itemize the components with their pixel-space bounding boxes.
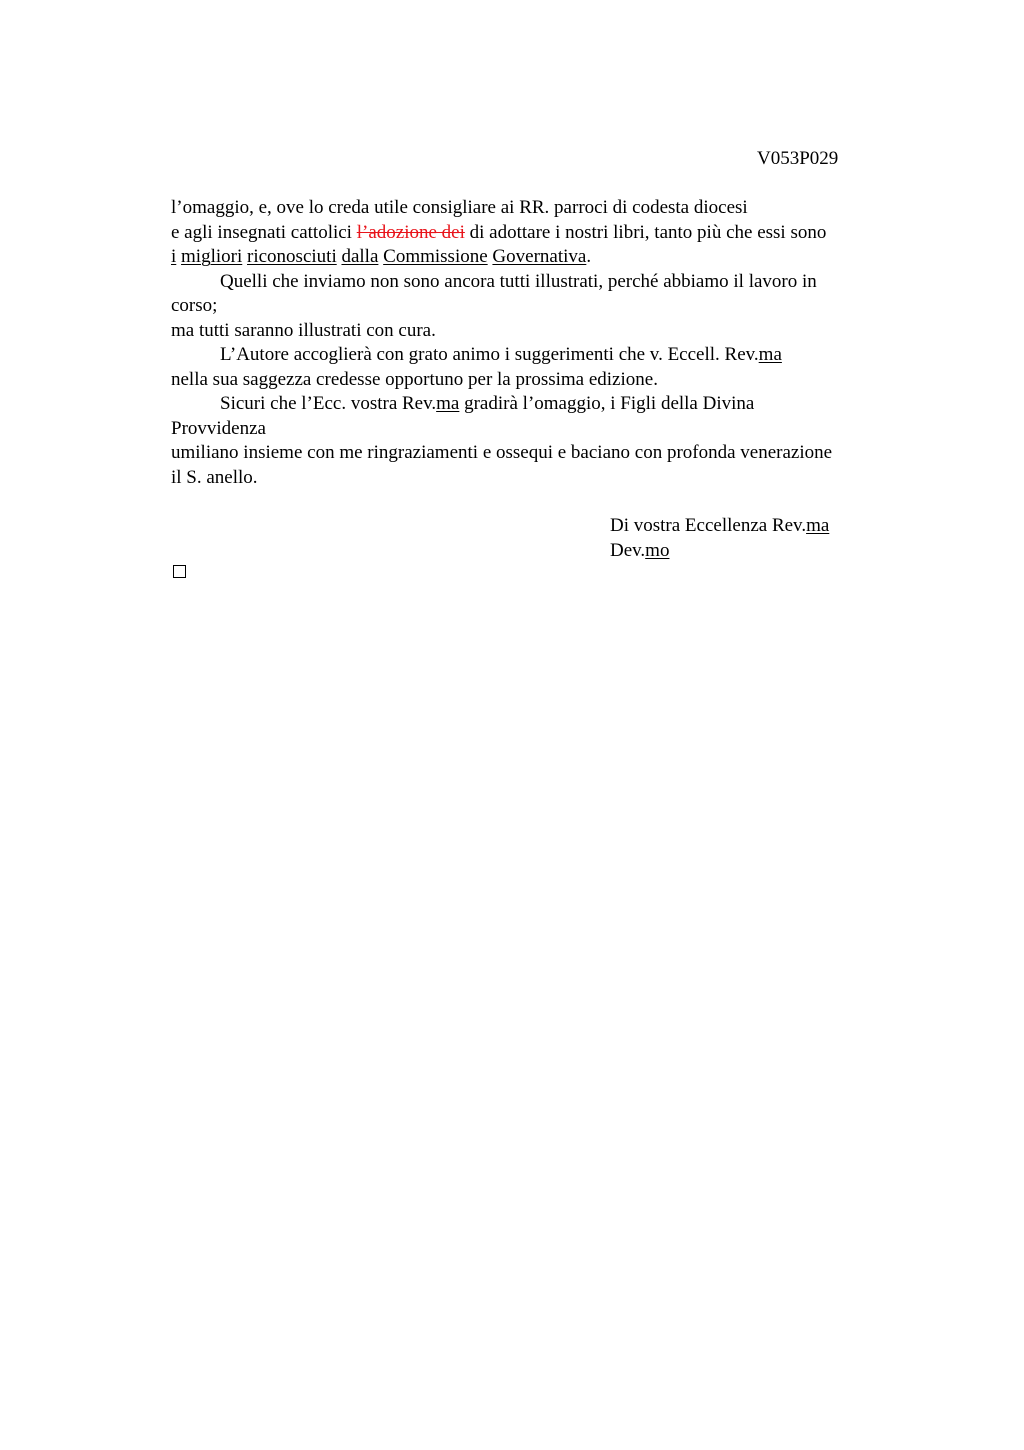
closing-line-2 <box>610 539 829 564</box>
text-line-3 <box>171 245 911 270</box>
empty-square-icon <box>173 565 186 578</box>
closing-line-1 <box>610 514 829 539</box>
text-span: nella sua saggezza credesse opportuno per la prossima edizione. <box>171 368 658 390</box>
text-span: Quelli che inviamo non sono ancora tutti illustrati, perché abbiamo il lavoro in <box>220 270 817 292</box>
text-span: Di vostra Eccellenza Rev. <box>610 515 807 536</box>
text-span: gradirà l’omaggio, i Figli della Divina <box>459 393 755 414</box>
text-span: L’Autore accoglierà con grato animo i suggerimenti che v. Eccell. Rev. <box>220 344 759 365</box>
text-line-2 <box>171 221 911 246</box>
underlined-word: dalla <box>341 246 379 267</box>
underlined-word: i <box>171 246 177 267</box>
underlined-abbreviation: mo <box>645 539 670 561</box>
letter-closing <box>610 514 829 563</box>
text-line-7 <box>171 343 911 368</box>
text-line-1 <box>171 196 911 221</box>
text-span: Dev. <box>610 539 646 561</box>
text-line-10 <box>171 417 911 442</box>
underlined-word: Commissione <box>383 246 488 267</box>
underlined-word: migliori <box>181 246 243 267</box>
underlined-word: Governativa <box>492 246 587 267</box>
text-span: umiliano insieme con me ringraziamenti e ossequi e baciano con profonda venerazione <box>171 442 833 463</box>
text-span: Sicuri che l’Ecc. vostra Rev. <box>220 393 437 414</box>
text-line-9 <box>171 392 911 417</box>
text-span: il S. anello. <box>171 466 258 488</box>
text-span: ma tutti saranno illustrati con cura. <box>171 319 436 341</box>
underlined-abbreviation: ma <box>806 515 830 536</box>
text-span: l’omaggio, e, ove lo creda utile consigliare ai RR. parroci di codesta diocesi <box>171 197 748 218</box>
underlined-abbreviation: ma <box>758 344 782 365</box>
text-line-6 <box>171 319 911 344</box>
text-span: di adottare i nostri libri, tanto più che essi sono <box>464 221 827 243</box>
deleted-text: l’adozione dei <box>356 221 465 243</box>
text-span: e agli insegnati cattolici <box>171 221 357 243</box>
underlined-abbreviation: ma <box>436 393 460 414</box>
page-identifier: V053P029 <box>757 148 839 169</box>
letter-body <box>171 196 911 490</box>
text-line-5 <box>171 294 911 319</box>
text-line-8 <box>171 368 911 393</box>
text-span: Provvidenza <box>171 417 266 439</box>
text-span: corso; <box>171 295 218 316</box>
text-span: . <box>586 246 592 267</box>
text-line-11 <box>171 441 911 466</box>
text-line-12 <box>171 466 911 491</box>
text-line-4 <box>171 270 911 295</box>
underlined-word: riconosciuti <box>247 246 337 267</box>
